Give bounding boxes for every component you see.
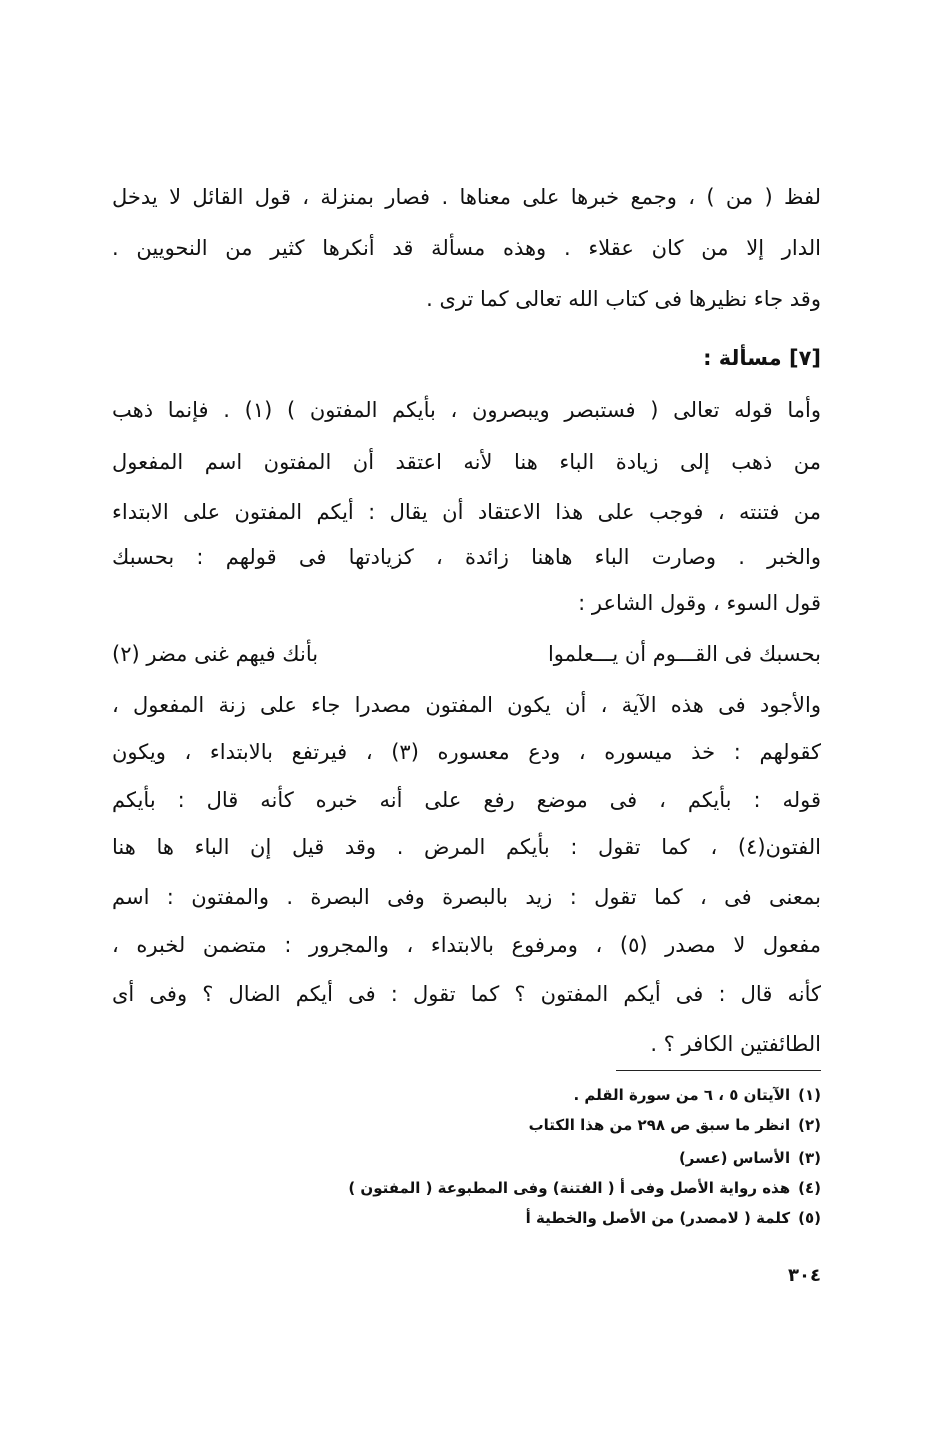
footnote	[250, 1145, 821, 1171]
footnote-text: الأساس (عسر)	[678, 1149, 791, 1167]
footnote	[250, 1205, 821, 1231]
verse-second-hemistich: بأنك فيهم غنى مضر (٢)	[112, 642, 319, 666]
body-line: وقد جاء نظيرها فى كتاب الله تعالى كما ترى .	[426, 287, 821, 311]
body-line: قول السوء ، وقول الشاعر :	[578, 591, 821, 615]
footnote	[250, 1082, 821, 1108]
footnote	[250, 1112, 821, 1138]
footnote-separator	[616, 1070, 821, 1071]
footnote-text: هذه رواية الأصل وفى أ ( الفتنة) وفى المطبوعة ( المفتون )	[348, 1179, 791, 1197]
footnote-number: (٢)	[798, 1116, 821, 1134]
body-line: مفعول لا مصدر (٥) ، ومرفوع بالابتداء ، والمجرور : متضمن لخبره ،	[112, 933, 821, 957]
page-number: ٣٠٤	[788, 1265, 821, 1286]
body-line: لفظ ( من ) ، وجمع خبرها على معناها . فصار بمنزلة ، قول القائل لا يدخل	[112, 185, 821, 209]
body-line: الطائفتين الكافر ؟ .	[650, 1032, 821, 1056]
footnote	[250, 1175, 821, 1201]
body-line: والأجود فى هذه الآية ، أن يكون المفتون مصدرا جاء على زنة المفعول ،	[112, 693, 821, 717]
body-line: كأنه قال : فى أيكم المفتون ؟ كما تقول : فى أيكم الضال ؟ وفى أى	[112, 982, 821, 1006]
body-line: الدار إلا من كان عقلاء . وهذه مسألة قد أنكرها كثير من النحويين .	[112, 236, 821, 260]
body-line: الفتون(٤) ، كما تقول : بأيكم المرض . وقد قيل إن الباء ها هنا	[112, 835, 821, 859]
section-heading: [٧] مسألة :	[703, 346, 821, 370]
footnote-text: انظر ما سبق ص ٢٩٨ من هذا الكتاب	[528, 1116, 791, 1134]
body-line: كقولهم : خذ ميسوره ، ودع معسوره (٣) ، فيرتفع بالابتداء ، ويكون	[112, 740, 821, 764]
footnote-number: (٥)	[798, 1209, 821, 1227]
footnote-number: (٤)	[798, 1179, 821, 1197]
body-line: قوله : بأيكم ، فى موضع رفع على أنه خبره كأنه قال : بأيكم	[112, 788, 821, 812]
poetry-verse	[112, 637, 821, 671]
footnote-number: (١)	[798, 1086, 821, 1104]
footnote-number: (٣)	[798, 1149, 821, 1167]
body-line: بمعنى فى ، كما تقول : زيد بالبصرة وفى البصرة . والمفتون : اسم	[112, 885, 821, 909]
footnote-text: الآيتان ٥ ، ٦ من سورة القلم .	[573, 1086, 791, 1104]
body-line: والخبر . وصارت الباء هاهنا زائدة ، كزيادتها فى قولهم : بحسبك	[112, 545, 821, 569]
verse-first-hemistich: بحسبك فى القـــوم أن يـــعلموا	[547, 642, 821, 666]
body-line: من فتنته ، فوجب على هذا الاعتقاد أن يقال : أيكم المفتون على الابتداء	[112, 500, 821, 524]
footnote-text: كلمة ( لامصدر) من الأصل والخطية أ	[525, 1209, 791, 1227]
body-line: وأما قوله تعالى ( فستبصر ويبصرون ، بأيكم المفتون ) (١) . فإنما ذهب	[112, 398, 821, 422]
body-line: من ذهب إلى زيادة الباء هنا لأنه اعتقد أن المفتون اسم المفعول	[112, 450, 821, 474]
